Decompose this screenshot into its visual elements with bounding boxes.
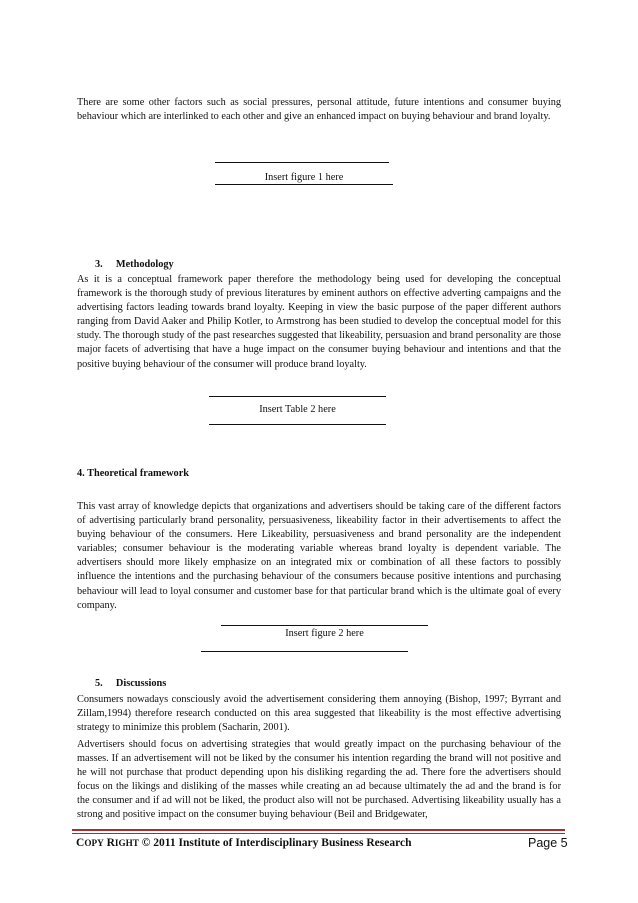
section4-body: This vast array of knowledge depicts that organizations and advertisers should be taking care of the different factors of advertising particularly brand personality, persuasiveness, likeability factor in their advertisements to affect the buying behaviour of the consumers. Here Likeability, persuasiveness and brand personality are the independent variables; consumer behaviour is the moderating variable whereas brand loyalty is dependent variable. The advertisers should more likely emphasize on an integrated mix or combination of all these factors to possibly influence the intentions and the purchasing behaviour of the consumers because positive intentions and purchasing behaviour will lead to loyal consumer and customer base for that particular brand which is the ultimate goal of every company.	[77, 501, 561, 611]
page-number: Page 5	[528, 836, 568, 850]
table2-bottom-rule	[209, 424, 386, 425]
section5-heading	[95, 678, 166, 689]
footer-rule-thick	[72, 829, 565, 831]
footer-rule-thin	[72, 833, 565, 834]
figure2-placeholder: Insert figure 2 here	[285, 628, 364, 639]
intro-paragraph: There are some other factors such as social pressures, personal attitude, future intentions and consumer buying behaviour which are interlinked to each other and give an enhanced impact on buying behaviour and brand loyalty.	[77, 97, 561, 123]
figure1-bottom-rule	[215, 184, 393, 185]
footer-copyright: COPY RIGHT © 2011 Institute of Interdisciplinary Business Research	[76, 837, 412, 849]
section5-paragraph-2: Advertisers should focus on advertising strategies that would greatly impact on the purchasing behaviour of the masses. If an advertisement will not be liked by the consumer his intention regarding the brand will not positive and he will not purchase that product depending upon his disliking regarding the ad. There fore the advertisers should focus on the likings and disliking of the masses while creating an ad because ultimately the ad and the brand is for the consumer and if ad will not be liked, the product also will not be purchased. Advertising likeability usually has a strong and positive impact on the consumer buying behaviour (Beil and Bridgewater,	[77, 739, 561, 821]
section3-body: As it is a conceptual framework paper therefore the methodology being used for developing the conceptual framework is the thorough study of previous literatures by eminent authors on effective adverting campaigns and the advertising factors leading towards brand loyalty. Keeping in view the basic purpose of the paper different authors ranging from David Aaker and Philip Kotler, to Armstrong has been studied to develop the conceptual model for this study. The thorough study of the past researches suggested that likeability, persuasion and brand personality are those major facets of advertising that have a huge impact on the consumer buying behaviour and intentions and that the positive buying behaviour of the consumer will produce brand loyalty.	[77, 274, 561, 370]
section3-heading	[95, 259, 174, 270]
table2-top-rule	[209, 396, 386, 397]
section5-title: Discussions	[115, 678, 167, 689]
figure2-top-rule	[221, 625, 428, 626]
figure1-top-rule	[215, 162, 389, 163]
section3-number: 3.	[95, 259, 103, 270]
section5-paragraph-1: Consumers nowadays consciously avoid the advertisement considering them annoying (Bishop, 1997; Byrrant and Zillam,1994) therefore research conducted on this area suggested that likeability is the most effective advertising strategy to minimize this problem (Sacharin, 2001).	[77, 694, 561, 734]
table2-placeholder: Insert Table 2 here	[259, 404, 336, 415]
figure2-bottom-rule	[201, 651, 408, 652]
section5-number: 5.	[95, 678, 103, 689]
figure1-placeholder: Insert figure 1 here	[264, 172, 344, 183]
section3-title: Methodology	[115, 259, 174, 270]
section4-heading: 4. Theoretical framework	[77, 468, 189, 479]
